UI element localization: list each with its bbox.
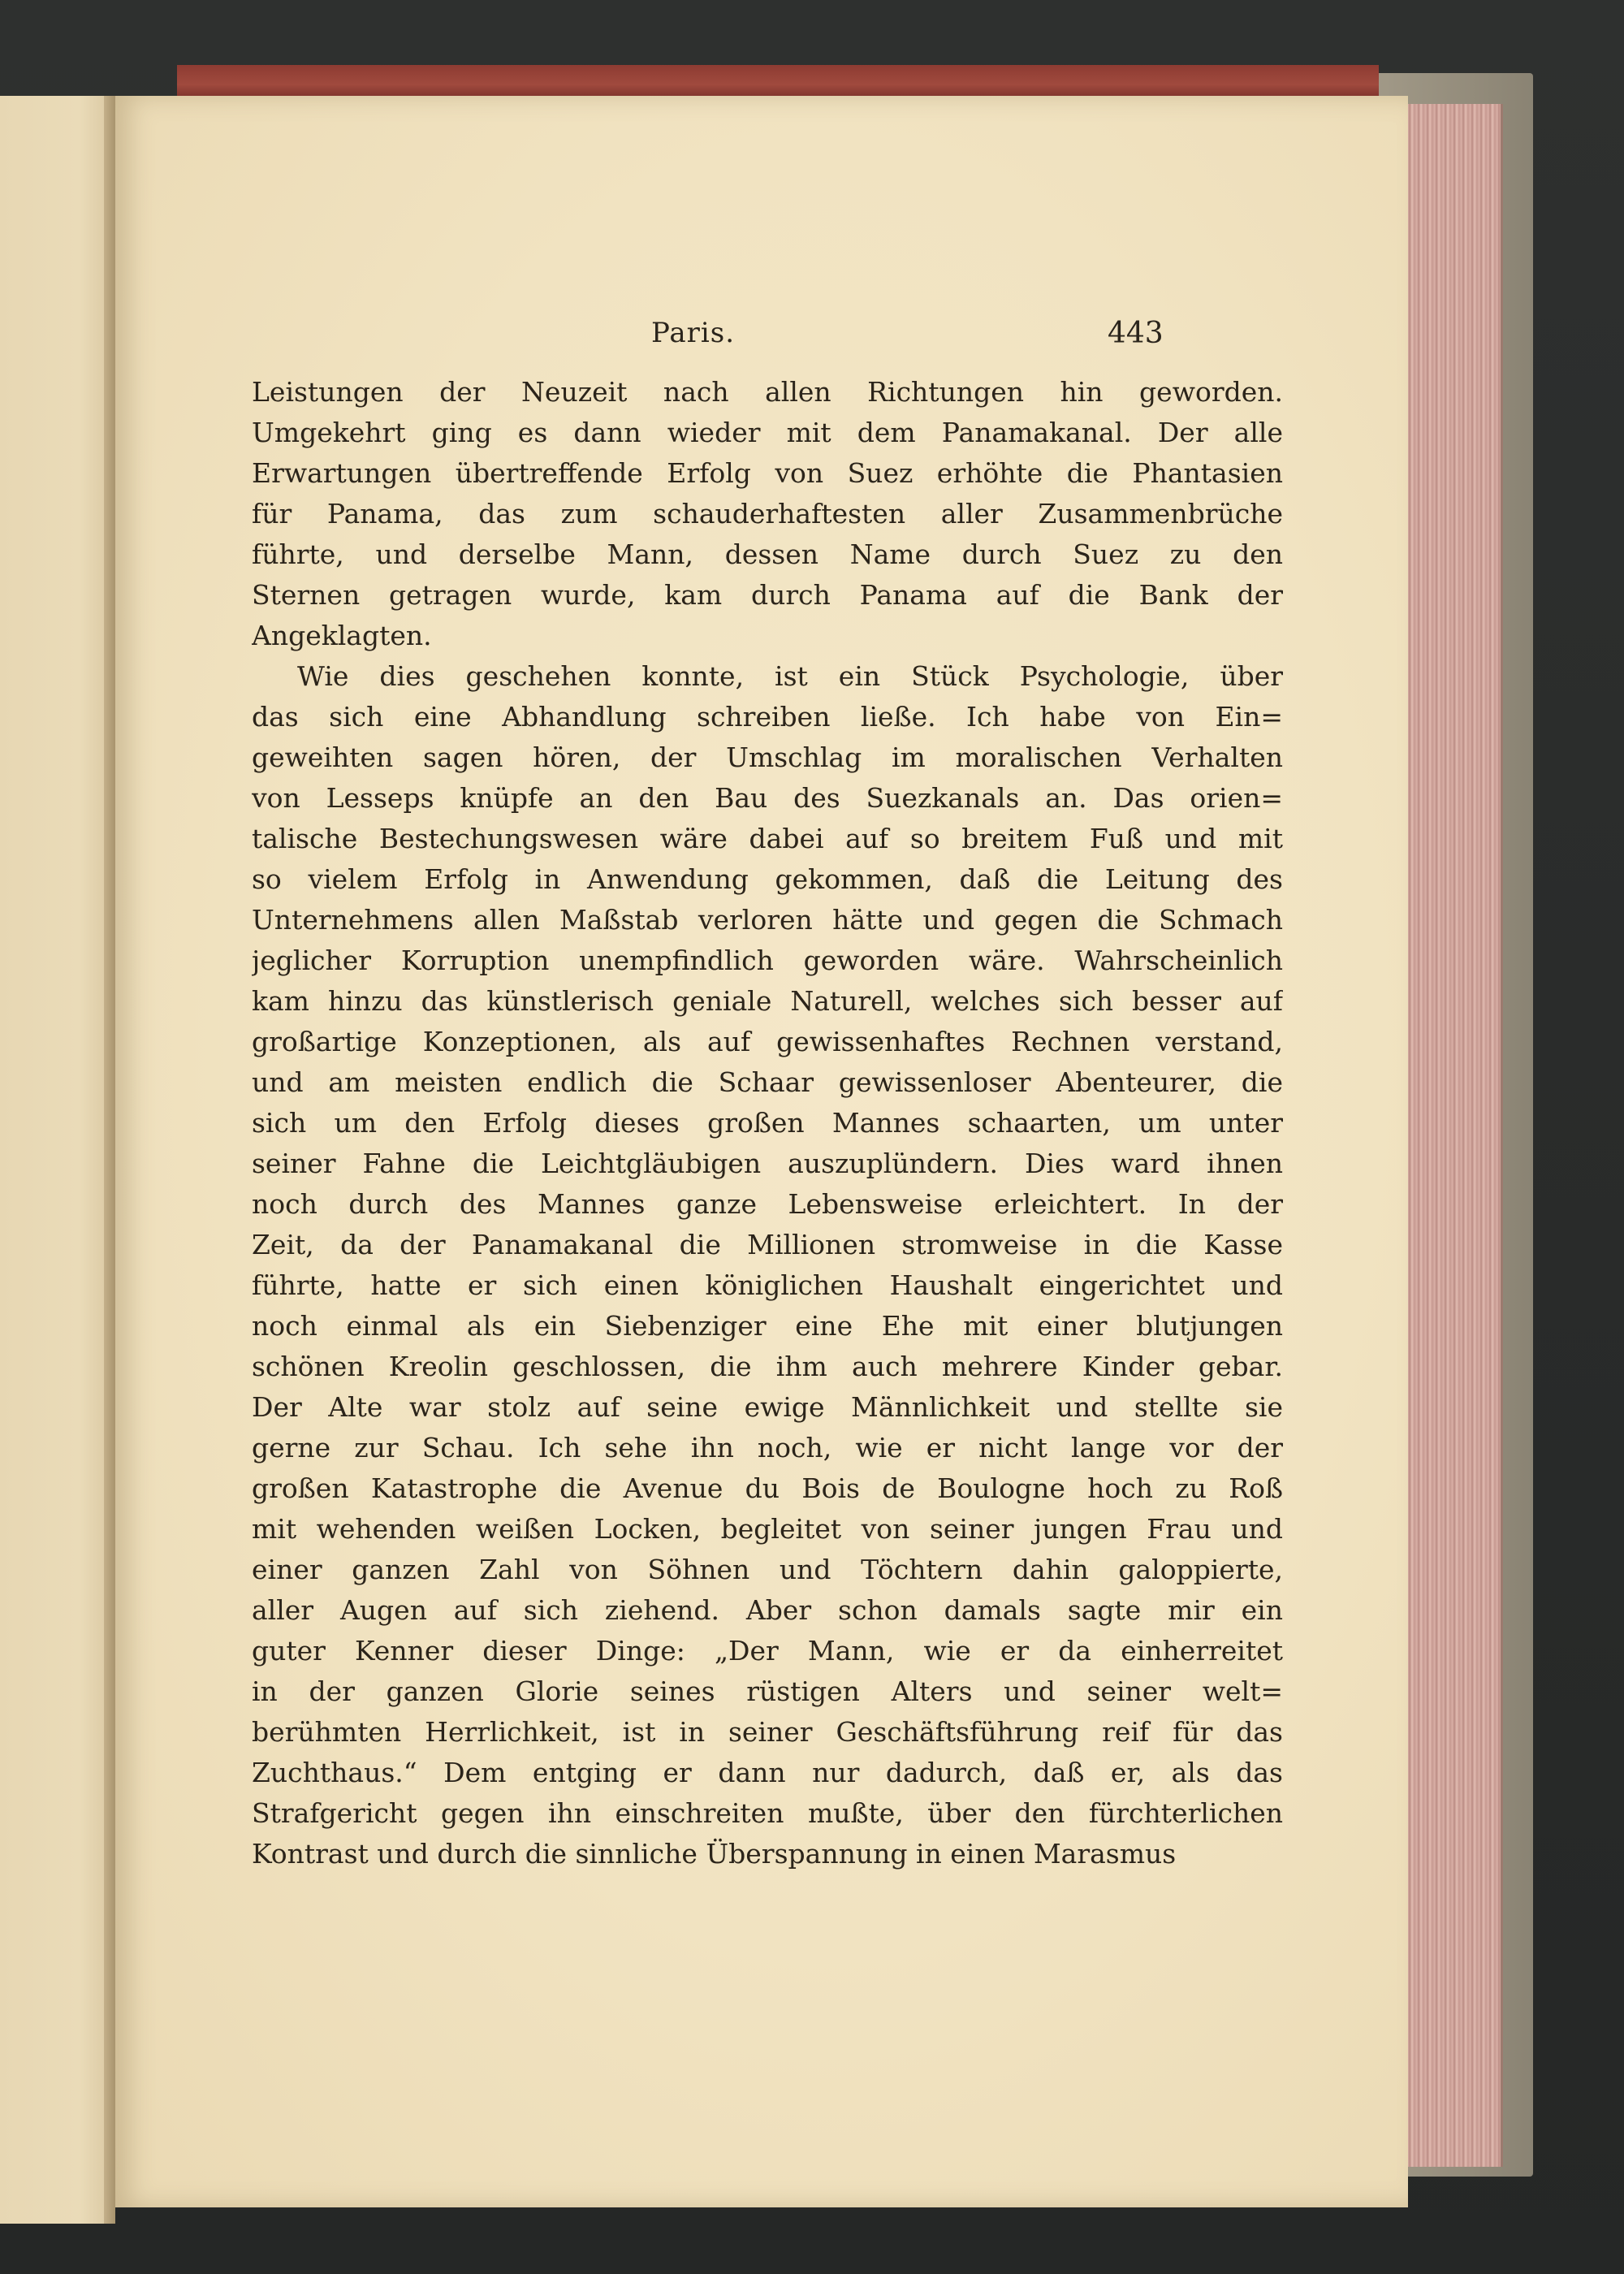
gutter-shadow [104,96,115,2224]
text-line: sich um den Erfolg dieses großen Mannes schaarten, um unter [252,1107,1283,1139]
text-line: für Panama, das zum schauderhaftesten aller Zusammenbrüche [252,498,1283,530]
text-line: mit wehenden weißen Locken, begleitet von seiner jungen Frau und [252,1513,1283,1545]
text-line: einer ganzen Zahl von Söhnen und Töchtern dahin galoppierte, [252,1554,1283,1585]
text-line: Der Alte war stolz auf seine ewige Männlichkeit und stellte sie [252,1391,1283,1423]
text-line: von Lesseps knüpfe an den Bau des Suezkanals an. Das orien= [252,782,1283,814]
running-head [115,317,1408,365]
text-line: jeglicher Korruption unempfindlich geworden wäre. Wahrscheinlich [252,945,1283,976]
text-line: geweihten sagen hören, der Umschlag im moralischen Verhalten [252,741,1283,773]
binding-band [177,65,1379,97]
text-line: Zuchthaus.“ Dem entging er dann nur dadurch, daß er, als das [252,1757,1283,1788]
text-line: Erwartungen übertreffende Erfolg von Suez erhöhte die Phantasien [252,457,1283,489]
text-line: kam hinzu das künstlerisch geniale Naturell, welches sich besser auf [252,985,1283,1017]
paragraph-2 [252,656,1283,1874]
text-line: aller Augen auf sich ziehend. Aber schon damals sagte mir ein [252,1594,1283,1626]
text-line: schönen Kreolin geschlossen, die ihm auch mehrere Kinder gebar. [252,1351,1283,1382]
text-line: seiner Fahne die Leichtgläubigen auszuplündern. Dies ward ihnen [252,1148,1283,1179]
running-title: Paris. [651,317,736,349]
text-line: Strafgericht gegen ihn einschreiten mußte, über den fürchterlichen [252,1797,1283,1829]
text-line: Zeit, da der Panamakanal die Millionen stromweise in die Kasse [252,1229,1283,1260]
text-line: gerne zur Schau. Ich sehe ihn noch, wie er nicht lange vor der [252,1432,1283,1463]
text-line: noch durch des Mannes ganze Lebensweise erleichtert. In der [252,1188,1283,1220]
text-line: Umgekehrt ging es dann wieder mit dem Panamakanal. Der alle [252,417,1283,448]
text-line: guter Kenner dieser Dinge: „Der Mann, wie er da einherreitet [252,1635,1283,1667]
text-line: talische Bestechungswesen wäre dabei auf so breitem Fuß und mit [252,823,1283,854]
text-line: so vielem Erfolg in Anwendung gekommen, daß die Leitung des [252,863,1283,895]
text-line: führte, und derselbe Mann, dessen Name durch Suez zu den [252,538,1283,570]
text-line: großen Katastrophe die Avenue du Bois de Boulogne hoch zu Roß [252,1472,1283,1504]
paragraph-1 [252,372,1283,656]
text-line: Sternen getragen wurde, kam durch Panama auf die Bank der [252,579,1283,611]
text-line: und am meisten endlich die Schaar gewissenloser Abenteurer, die [252,1066,1283,1098]
text-line: Angeklagten. [252,620,432,651]
text-line: Leistungen der Neuzeit nach allen Richtungen hin geworden. [252,376,1283,408]
book-page [115,96,1408,2207]
text-line: das sich eine Abhandlung schreiben ließe. Ich habe von Ein= [252,701,1283,733]
page-number: 443 [1108,317,1164,350]
text-line: in der ganzen Glorie seines rüstigen Alters und seiner welt= [252,1675,1283,1707]
page-edges [1397,104,1503,2167]
text-line: noch einmal als ein Siebenziger eine Ehe mit einer blutjungen [252,1310,1283,1342]
text-line: Kontrast und durch die sinnliche Überspannung in einen Marasmus [252,1838,1177,1870]
text-line: großartige Konzeptionen, als auf gewissenhaftes Rechnen verstand, [252,1026,1283,1057]
text-line: Unternehmens allen Maßstab verloren hätte und gegen die Schmach [252,904,1283,936]
text-line: berühmten Herrlichkeit, ist in seiner Geschäftsführung reif für das [252,1716,1283,1748]
body-text [252,372,1283,1874]
left-page-strip [0,96,114,2224]
text-line: führte, hatte er sich einen königlichen Haushalt eingerichtet und [252,1269,1283,1301]
text-line: Wie dies geschehen konnte, ist ein Stück Psychologie, über [297,660,1283,692]
